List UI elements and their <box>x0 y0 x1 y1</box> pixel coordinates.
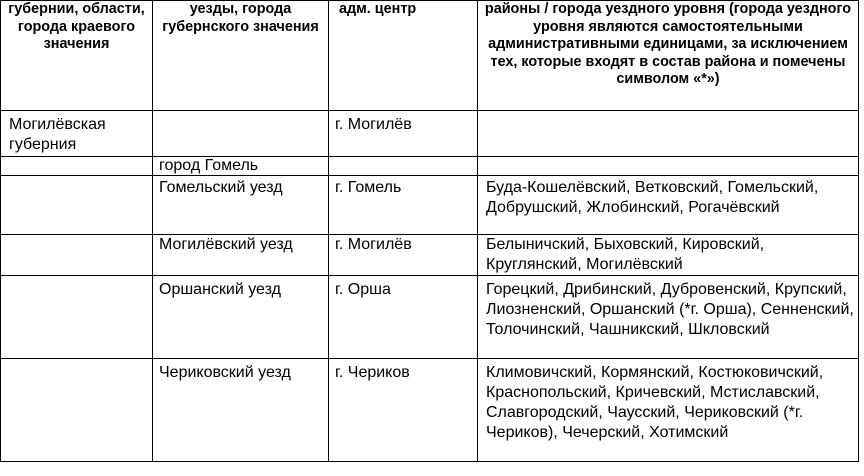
cell-districts: Белыничский, Быховский, Кировский, Круглянский, Могилёвский <box>478 235 859 276</box>
table-row <box>1 176 859 235</box>
header-uezd: уезды, города губернского значения <box>153 1 329 111</box>
cell-uezd: город Гомель <box>153 157 329 176</box>
table-row <box>1 111 859 157</box>
cell-center: г. Могилёв <box>329 111 478 157</box>
cell-center <box>329 157 478 176</box>
table-row <box>1 359 859 462</box>
cell-districts: Горецкий, Дрибинский, Дубровенский, Крупский, Лиозненский, Оршанский (*г. Орша), Сенненский, Толочинский, Чашникский, Шкловский <box>478 276 859 359</box>
cell-center: г. Могилёв <box>329 235 478 276</box>
cell-center: г. Гомель <box>329 176 478 235</box>
cell-uezd: Гомельский уезд <box>153 176 329 235</box>
header-center: адм. центр <box>329 1 478 111</box>
cell-uezd <box>153 111 329 157</box>
cell-districts <box>478 111 859 157</box>
table-row <box>1 157 859 176</box>
cell-districts <box>478 157 859 176</box>
cell-uezd: Могилёвский уезд <box>153 235 329 276</box>
header-districts: районы / города уездного уровня (города уездного уровня являются самостоятельными административными единицами, за исключением тех, которые входят в состав района и помечены символом «*») <box>478 1 859 111</box>
header-region: губернии, области, города краевого значения <box>1 1 153 111</box>
table-row <box>1 276 859 359</box>
cell-uezd: Оршанский уезд <box>153 276 329 359</box>
cell-uezd: Чериковский уезд <box>153 359 329 462</box>
cell-region <box>1 235 153 276</box>
cell-region <box>1 176 153 235</box>
cell-region <box>1 157 153 176</box>
cell-center: г. Чериков <box>329 359 478 462</box>
cell-region <box>1 276 153 359</box>
cell-region: Могилёвская губерния <box>1 111 153 157</box>
cell-center: г. Орша <box>329 276 478 359</box>
table-row <box>1 235 859 276</box>
cell-districts: Климовичский, Кормянский, Костюковичский, Краснопольский, Кричевский, Мстиславский, Славгородский, Чаусский, Чериковский (*г. Чериков), Чечерский, Хотимский <box>478 359 859 462</box>
cell-region <box>1 359 153 462</box>
cell-districts: Буда-Кошелёвский, Ветковский, Гомельский, Добрушский, Жлобинский, Рогачёвский <box>478 176 859 235</box>
header-row <box>1 1 859 111</box>
